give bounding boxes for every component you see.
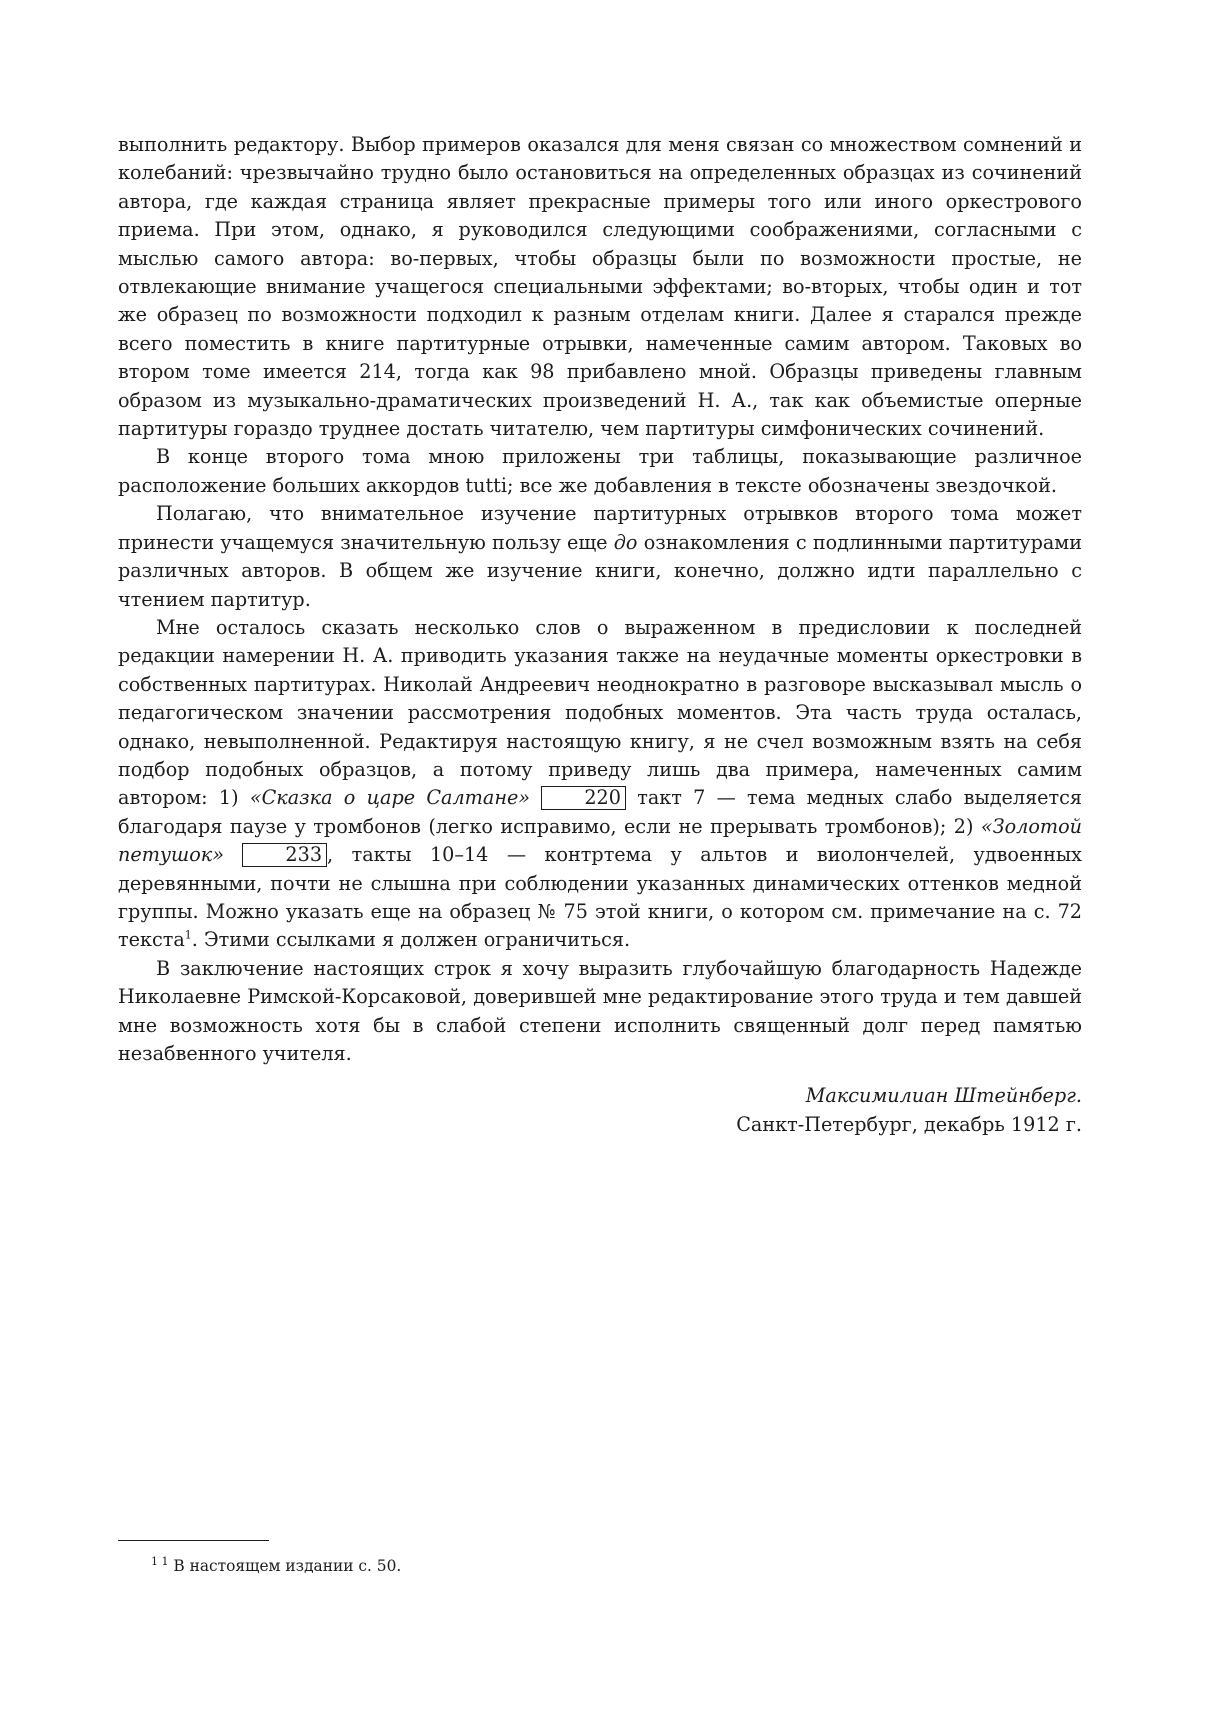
rehearsal-number-233: 233	[242, 843, 327, 867]
paragraph-4	[118, 614, 1082, 955]
paragraph-1: выполнить редактору. Выбор примеров оказался для меня связан со множеством сомнений и колебаний: чрезвычайно трудно было остановиться на определенных образцах из сочинений автора, где каждая страница являет прекрасные примеры того или иного оркестрового приема. При этом, однако, я руководился следующими соображениями, согласными с мыслью самого автора: во-первых, чтобы образцы были по возможности простые, не отвлекающие внимание учащегося специальными эффектами; во-вторых, чтобы один и тот же образец по возможности подходил к разным отделам книги. Далее я старался прежде всего поместить в книге партитурные отрывки, намеченные самим автором. Таковых во втором томе имеется 214, тогда как 98 прибавлено мной. Образцы приведены главным образом из музыкально-драматических произведений Н. А., так как объемистые оперные партитуры гораздо труднее достать читателю, чем партитуры симфонических сочинений.	[118, 133, 1082, 441]
paragraph-5: В заключение настоящих строк я хочу выразить глубочайшую благодарность Надежде Николаевне Римской-Корсаковой, доверившей мне редактирование этого труда и тем давшей мне возможность хотя бы в слабой степени исполнить священный долг перед памятью незабвенного учителя.	[118, 956, 1082, 1065]
footnote-text: В настоящем издании с. 50.	[168, 1557, 402, 1575]
paragraph-4-text-c: , такты 10–14 — контртема у альтов и виолончелей, удвоенных деревянными, почти не слышна при соблюдении указанных динамических оттенков медной группы. Можно указать еще на образец № 75 этой книги, о котором см. примечание на с. 72 текста	[118, 843, 1082, 952]
work-title-saltan: «Сказка о царе Салтане»	[249, 786, 531, 810]
signature-name: Максимилиан Штейнберг.	[805, 1084, 1082, 1108]
signature-place-date: Санкт-Петербург, декабрь 1912 г.	[736, 1112, 1082, 1136]
paragraph-2: В конце второго тома мною приложены три таблицы, показывающие различное расположение больших аккордов tutti; все же добавления в тексте обозначены звездочкой.	[118, 445, 1082, 497]
page-body	[118, 131, 1082, 1139]
paragraph-3-text-a: Полагаю, что внимательное изучение партитурных отрывков второго тома может принести учащемуся значительную пользу еще	[118, 502, 1082, 554]
paragraph-3	[118, 500, 1082, 614]
footnote-divider	[118, 1540, 269, 1541]
paragraph-3-italic: до	[613, 530, 638, 554]
footnote-marker: 1 1	[151, 1554, 169, 1568]
paragraph-4-text-d: . Этими ссылками я должен ограничиться.	[191, 928, 631, 952]
footnote-reference[interactable]: 1	[184, 928, 192, 942]
rehearsal-number-220: 220	[541, 786, 626, 810]
work-title-golden-cockerel: «Золотой петушок»	[118, 814, 1082, 867]
footnote	[151, 1555, 401, 1577]
paragraph-4-text-b: такт 7 — тема медных слабо выделяется благодаря паузе у тромбонов (легко исправимо, если не прерывать тромбонов); 2)	[118, 786, 1082, 838]
paragraph-4-text-a: Мне осталось сказать несколько слов о выраженном в предисловии к последней редакции намерении Н. А. приводить указания также на неудачные моменты оркестровки в собственных партитурах. Николай Андреевич неоднократно в разговоре высказывал мысль о педагогическом значении рассмотрения подобных моментов. Эта часть труда осталась, однако, невыполненной. Редактируя настоящую книгу, я не счел возможным взять на себя подбор подобных образцов, а потому приведу лишь два примера, намеченных самим автором: 1)	[118, 615, 1082, 810]
paragraph-3-text-b: ознакомления с подлинными партитурами различных авторов. В общем же изучение книги, конечно, должно идти параллельно с чтением партитур.	[118, 530, 1082, 611]
signature-block	[118, 1082, 1082, 1139]
